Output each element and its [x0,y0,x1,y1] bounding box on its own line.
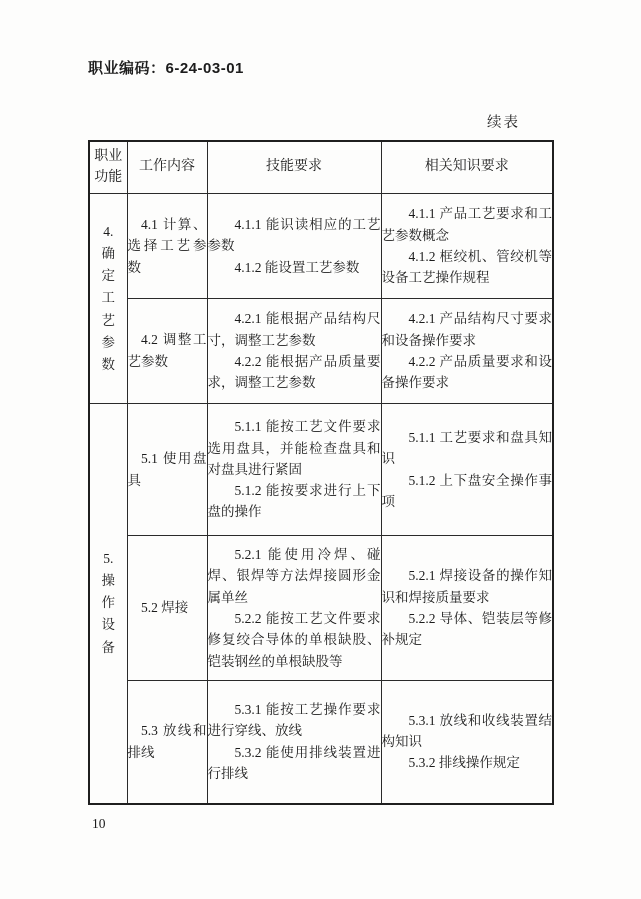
knowledge-cell [381,681,553,804]
skill-item: 5.2.1 能使用冷焊、碰焊、银焊等方法焊接圆形金属单丝 [207,547,381,605]
skill-cell [207,299,381,404]
table-row [89,536,553,681]
knowledge-item: 5.3.2 排线操作规定 [408,755,520,771]
knowledge-item: 5.2.1 焊接设备的操作知识和焊接质量要求 [381,568,552,605]
knowledge-item: 4.1.1 产品工艺要求和工艺参数概念 [381,206,552,243]
skill-item: 5.2.2 能按工艺文件要求修复绞合导体的单根缺股、铠装钢丝的单根缺股等 [207,611,381,669]
knowledge-item: 4.1.2 框绞机、管绞机等设备工艺操作规程 [381,249,552,286]
work-content-cell [127,536,207,681]
skill-item: 5.1.1 能按工艺文件要求选用盘具，并能检查盘具和对盘具进行紧固 [207,419,381,477]
skill-cell [207,536,381,681]
header-skill-requirements: 技能要求 [207,141,381,194]
function-number: 5. [103,550,114,566]
knowledge-item: 5.3.1 放线和收线装置结构知识 [381,712,552,750]
skill-cell [207,404,381,536]
knowledge-cell [381,536,553,681]
occupation-code: 职业编码：6-24-03-01 [88,60,244,77]
page-number: 10 [92,816,106,831]
knowledge-cell [381,194,553,299]
knowledge-item: 5.1.2 上下盘安全操作事项 [381,472,552,509]
table-row [89,681,553,804]
skill-item: 4.1.2 能设置工艺参数 [234,259,360,275]
table-row [89,194,553,299]
work-content-text: 5.1 使用盘具 [127,450,207,488]
skill-item: 4.2.1 能根据产品结构尺寸，调整工艺参数 [207,311,381,348]
skill-cell [207,681,381,804]
function-label [90,548,127,659]
skill-item: 5.1.2 能按要求进行上下盘的操作 [207,483,381,520]
function-cell-4 [89,194,127,404]
work-content-cell [127,299,207,404]
work-content-text: 4.1 计算、选择工艺参数 [127,216,207,275]
skill-item: 5.3.1 能按工艺操作要求进行穿线、放线 [207,702,381,739]
work-content-text: 4.2 调整工艺参数 [127,332,207,369]
knowledge-item: 5.1.1 工艺要求和盘具知识 [381,429,552,467]
occupational-standard-table [88,140,554,805]
table-header-row [89,141,553,194]
function-number: 4. [103,223,114,239]
skill-item: 4.1.1 能识读相应的工艺参数 [207,217,381,254]
function-name: 操作设备 [101,572,115,655]
work-content-text: 5.2 焊接 [141,600,189,616]
work-content-text: 5.3 放线和排线 [127,723,207,760]
work-content-cell [127,681,207,804]
knowledge-item: 4.2.2 产品质量要求和设备操作要求 [381,354,552,391]
table-row [89,404,553,536]
knowledge-item: 4.2.1 产品结构尺寸要求和设备操作要求 [381,311,552,348]
knowledge-item: 5.2.2 导体、铠装层等修补规定 [381,611,552,648]
continued-table-label: 续表 [487,115,520,131]
work-content-cell [127,194,207,299]
function-label [90,221,127,377]
skill-cell [207,194,381,299]
table-row [89,299,553,404]
header-function: 职业功能 [89,141,127,194]
knowledge-cell [381,404,553,536]
knowledge-cell [381,299,553,404]
header-knowledge-requirements: 相关知识要求 [381,141,553,194]
function-cell-5 [89,404,127,804]
skill-item: 5.3.2 能使用排线装置进行排线 [207,744,381,782]
work-content-cell [127,404,207,536]
header-work-content: 工作内容 [127,141,207,194]
function-name: 确定工艺参数 [101,245,115,373]
skill-item: 4.2.2 能根据产品质量要求，调整工艺参数 [207,354,381,391]
